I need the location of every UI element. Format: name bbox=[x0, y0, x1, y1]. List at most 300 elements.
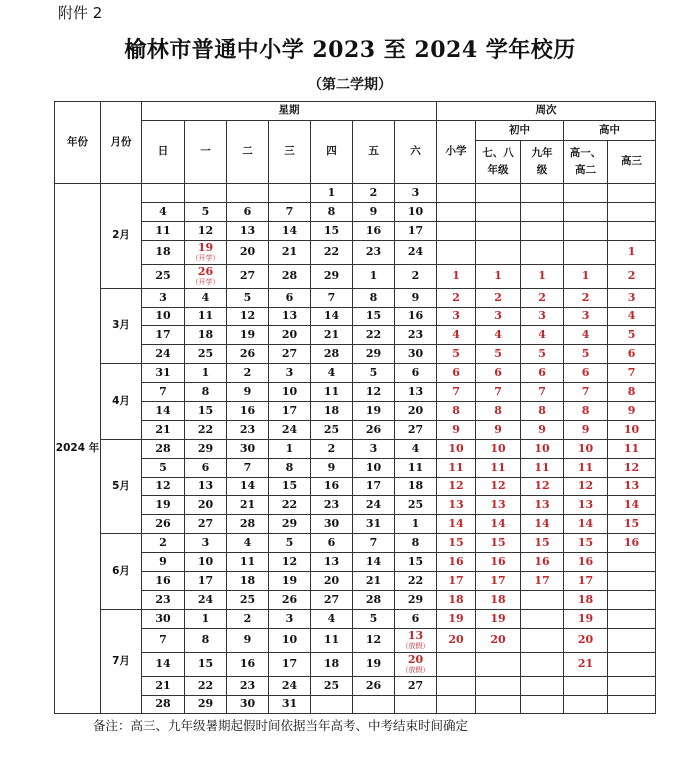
day-number: 13 bbox=[323, 555, 340, 569]
day-number: 6 bbox=[243, 204, 252, 218]
week-number-cell bbox=[608, 572, 656, 591]
day-cell bbox=[269, 264, 311, 288]
header-year: 年份 bbox=[55, 102, 101, 184]
header-weekday-fri: 五 bbox=[353, 121, 395, 184]
day-number: 3 bbox=[369, 441, 378, 455]
day-cell bbox=[353, 496, 395, 515]
day-cell bbox=[269, 420, 311, 439]
day-number: 23 bbox=[239, 422, 256, 436]
day-number: 24 bbox=[281, 422, 298, 436]
day-number: 8 bbox=[327, 204, 336, 218]
week-number-cell: 10 bbox=[521, 439, 564, 458]
week-number-cell bbox=[521, 184, 564, 203]
day-cell bbox=[311, 202, 353, 221]
day-number: 14 bbox=[239, 479, 256, 493]
week-number-cell: 10 bbox=[476, 439, 521, 458]
day-number: 6 bbox=[201, 460, 210, 474]
day-cell bbox=[395, 695, 437, 714]
day-number: 21 bbox=[239, 498, 256, 512]
week-number-cell bbox=[437, 184, 476, 203]
calendar-row bbox=[55, 477, 656, 496]
calendar-row bbox=[55, 572, 656, 591]
day-cell bbox=[395, 496, 437, 515]
day-number: 1 bbox=[327, 185, 336, 199]
day-number: 18 bbox=[407, 479, 424, 493]
day-cell bbox=[395, 652, 437, 676]
day-number: 2 bbox=[411, 269, 420, 283]
day-number: 19 bbox=[155, 498, 171, 512]
week-number-cell: 15 bbox=[608, 515, 656, 534]
week-number-cell bbox=[608, 590, 656, 609]
day-cell bbox=[142, 345, 185, 364]
week-number-cell: 4 bbox=[476, 326, 521, 345]
day-number: 25 bbox=[323, 678, 340, 692]
day-number: 12 bbox=[365, 633, 382, 647]
day-cell bbox=[185, 184, 227, 203]
day-cell bbox=[269, 515, 311, 534]
day-cell bbox=[311, 288, 353, 307]
day-cell bbox=[395, 439, 437, 458]
day-number: 4 bbox=[159, 204, 167, 218]
day-cell bbox=[185, 553, 227, 572]
week-number-cell: 17 bbox=[437, 572, 476, 591]
week-number-cell: 6 bbox=[437, 364, 476, 383]
day-cell bbox=[185, 264, 227, 288]
day-cell bbox=[227, 628, 269, 652]
header-weekday-sat: 六 bbox=[395, 121, 437, 184]
day-number: 24 bbox=[155, 347, 171, 361]
day-number: 5 bbox=[369, 611, 378, 625]
calendar-row bbox=[55, 264, 656, 288]
header-grade9: 九年级 bbox=[521, 141, 564, 184]
day-cell bbox=[142, 458, 185, 477]
day-number: 28 bbox=[155, 441, 171, 455]
calendar-row bbox=[55, 515, 656, 534]
week-number-cell: 8 bbox=[564, 402, 608, 421]
week-number-cell: 15 bbox=[437, 534, 476, 553]
day-number: 1 bbox=[369, 269, 378, 283]
day-cell bbox=[311, 326, 353, 345]
day-number: 30 bbox=[239, 441, 256, 455]
day-cell bbox=[311, 420, 353, 439]
week-number-cell bbox=[476, 652, 521, 676]
day-number: 5 bbox=[369, 366, 378, 380]
day-number: 23 bbox=[239, 678, 256, 692]
day-number: 11 bbox=[155, 223, 171, 237]
day-number: 10 bbox=[365, 460, 382, 474]
week-number-cell: 14 bbox=[437, 515, 476, 534]
month-cell: 7月 bbox=[101, 609, 142, 714]
week-number-cell: 4 bbox=[608, 307, 656, 326]
week-number-cell: 3 bbox=[476, 307, 521, 326]
day-cell bbox=[227, 221, 269, 240]
day-number: 12 bbox=[365, 385, 382, 399]
day-cell bbox=[227, 184, 269, 203]
week-number-cell bbox=[521, 652, 564, 676]
day-number: 13 bbox=[197, 479, 214, 493]
day-cell bbox=[227, 288, 269, 307]
day-cell bbox=[185, 345, 227, 364]
day-number: 24 bbox=[365, 498, 382, 512]
week-number-cell: 3 bbox=[608, 288, 656, 307]
week-number-cell: 2 bbox=[608, 264, 656, 288]
week-number-cell: 8 bbox=[476, 402, 521, 421]
day-number: 11 bbox=[239, 555, 256, 569]
day-cell bbox=[311, 402, 353, 421]
day-number: 9 bbox=[159, 555, 167, 569]
month-cell: 2月 bbox=[101, 184, 142, 289]
day-number: 9 bbox=[327, 460, 336, 474]
week-number-cell: 9 bbox=[437, 420, 476, 439]
week-number-cell bbox=[521, 221, 564, 240]
week-number-cell bbox=[564, 676, 608, 695]
day-cell bbox=[227, 307, 269, 326]
day-cell bbox=[269, 695, 311, 714]
day-cell bbox=[353, 264, 395, 288]
day-cell bbox=[142, 534, 185, 553]
week-number-cell bbox=[437, 676, 476, 695]
week-number-cell: 7 bbox=[521, 383, 564, 402]
day-cell bbox=[395, 326, 437, 345]
day-number: 5 bbox=[159, 460, 167, 474]
week-number-cell: 11 bbox=[476, 458, 521, 477]
week-number-cell bbox=[437, 652, 476, 676]
day-number: 16 bbox=[239, 657, 256, 671]
week-number-cell bbox=[608, 695, 656, 714]
day-cell bbox=[142, 364, 185, 383]
day-cell bbox=[395, 458, 437, 477]
week-number-cell: 19 bbox=[564, 609, 608, 628]
week-number-cell: 2 bbox=[521, 288, 564, 307]
week-number-cell bbox=[564, 221, 608, 240]
header-junior: 初中 bbox=[476, 121, 564, 141]
week-number-cell bbox=[608, 553, 656, 572]
day-cell bbox=[185, 695, 227, 714]
day-number: 26 bbox=[365, 422, 382, 436]
week-number-cell bbox=[564, 695, 608, 714]
day-cell bbox=[269, 221, 311, 240]
day-cell bbox=[269, 553, 311, 572]
day-number: 7 bbox=[369, 536, 378, 550]
week-number-cell: 12 bbox=[564, 477, 608, 496]
day-number: 4 bbox=[201, 290, 210, 304]
day-cell bbox=[185, 496, 227, 515]
day-cell bbox=[353, 307, 395, 326]
day-number: 8 bbox=[411, 536, 420, 550]
day-number: 25 bbox=[239, 592, 256, 606]
week-number-cell bbox=[476, 221, 521, 240]
week-number-cell: 6 bbox=[564, 364, 608, 383]
day-cell bbox=[353, 534, 395, 553]
day-cell bbox=[269, 590, 311, 609]
day-cell bbox=[311, 264, 353, 288]
day-number: 11 bbox=[323, 385, 340, 399]
week-number-cell: 20 bbox=[564, 628, 608, 652]
day-cell bbox=[142, 420, 185, 439]
day-number: 23 bbox=[365, 245, 382, 259]
day-number: 27 bbox=[197, 517, 214, 531]
day-number: 3 bbox=[411, 185, 420, 199]
day-cell bbox=[142, 496, 185, 515]
day-cell bbox=[311, 184, 353, 203]
week-number-cell: 16 bbox=[564, 553, 608, 572]
day-number: 10 bbox=[197, 555, 214, 569]
day-cell bbox=[185, 609, 227, 628]
day-cell bbox=[311, 240, 353, 264]
week-number-cell: 19 bbox=[476, 609, 521, 628]
week-number-cell: 17 bbox=[476, 572, 521, 591]
day-cell bbox=[185, 307, 227, 326]
day-number: 17 bbox=[281, 657, 298, 671]
day-cell bbox=[227, 496, 269, 515]
day-number: 15 bbox=[365, 309, 382, 323]
day-cell bbox=[185, 240, 227, 264]
week-number-cell: 2 bbox=[437, 288, 476, 307]
day-number: 3 bbox=[285, 611, 294, 625]
calendar-row bbox=[55, 534, 656, 553]
day-cell bbox=[269, 383, 311, 402]
page-title: 榆林市普通中小学 2023 至 2024 学年校历 bbox=[124, 37, 576, 63]
day-cell bbox=[142, 402, 185, 421]
day-number: 21 bbox=[281, 245, 298, 259]
day-cell bbox=[395, 553, 437, 572]
day-number: 14 bbox=[365, 555, 382, 569]
day-cell bbox=[311, 676, 353, 695]
day-cell bbox=[227, 458, 269, 477]
day-number: 24 bbox=[281, 678, 298, 692]
calendar-row bbox=[55, 695, 656, 714]
day-cell bbox=[311, 221, 353, 240]
day-cell bbox=[142, 695, 185, 714]
day-number: 18 bbox=[239, 573, 256, 587]
week-number-cell bbox=[521, 609, 564, 628]
week-number-cell: 14 bbox=[476, 515, 521, 534]
day-number: 19 bbox=[365, 657, 382, 671]
day-cell bbox=[227, 590, 269, 609]
day-cell bbox=[185, 515, 227, 534]
day-cell bbox=[395, 515, 437, 534]
header-weekday-sun: 日 bbox=[142, 121, 185, 184]
day-cell bbox=[353, 477, 395, 496]
day-cell bbox=[142, 553, 185, 572]
week-number-cell: 7 bbox=[564, 383, 608, 402]
day-cell bbox=[227, 383, 269, 402]
day-cell bbox=[185, 221, 227, 240]
day-cell bbox=[185, 288, 227, 307]
day-cell bbox=[395, 590, 437, 609]
month-cell: 3月 bbox=[101, 288, 142, 364]
day-cell bbox=[269, 676, 311, 695]
day-cell bbox=[269, 326, 311, 345]
day-number: 16 bbox=[239, 403, 256, 417]
week-number-cell: 15 bbox=[476, 534, 521, 553]
header-grade78: 七、八年级 bbox=[476, 141, 521, 184]
week-number-cell: 5 bbox=[437, 345, 476, 364]
day-number: 10 bbox=[281, 633, 298, 647]
day-cell bbox=[395, 383, 437, 402]
week-number-cell: 9 bbox=[476, 420, 521, 439]
calendar-row bbox=[55, 439, 656, 458]
header-month: 月份 bbox=[101, 102, 142, 184]
week-number-cell bbox=[608, 202, 656, 221]
week-number-cell: 4 bbox=[564, 326, 608, 345]
day-cell bbox=[185, 628, 227, 652]
calendar-row bbox=[55, 221, 656, 240]
week-number-cell: 15 bbox=[564, 534, 608, 553]
calendar-body bbox=[55, 184, 656, 714]
day-number: 8 bbox=[201, 633, 210, 647]
day-cell bbox=[353, 221, 395, 240]
day-cell bbox=[185, 477, 227, 496]
day-cell bbox=[185, 572, 227, 591]
day-cell bbox=[395, 240, 437, 264]
day-number: 26 bbox=[197, 265, 214, 279]
day-number: 4 bbox=[327, 366, 336, 380]
day-cell bbox=[311, 553, 353, 572]
week-number-cell: 13 bbox=[608, 477, 656, 496]
day-number: 16 bbox=[155, 573, 171, 587]
day-cell bbox=[142, 184, 185, 203]
week-number-cell: 9 bbox=[608, 402, 656, 421]
day-cell bbox=[269, 439, 311, 458]
day-cell bbox=[227, 202, 269, 221]
day-number: 13 bbox=[407, 385, 424, 399]
day-number: 14 bbox=[155, 657, 171, 671]
week-number-cell bbox=[476, 202, 521, 221]
day-number: 3 bbox=[285, 366, 294, 380]
day-cell bbox=[353, 553, 395, 572]
week-number-cell: 21 bbox=[564, 652, 608, 676]
calendar-row bbox=[55, 609, 656, 628]
day-number: 26 bbox=[365, 678, 382, 692]
week-number-cell: 7 bbox=[476, 383, 521, 402]
day-number: 31 bbox=[281, 697, 298, 711]
day-number: 18 bbox=[155, 245, 171, 259]
day-cell bbox=[353, 695, 395, 714]
day-number: 20 bbox=[197, 498, 214, 512]
day-cell bbox=[311, 695, 353, 714]
week-number-cell bbox=[608, 676, 656, 695]
day-number: 28 bbox=[239, 517, 256, 531]
day-cell bbox=[227, 420, 269, 439]
day-number: 13 bbox=[239, 223, 256, 237]
calendar-row bbox=[55, 628, 656, 652]
week-number-cell bbox=[476, 184, 521, 203]
week-number-cell: 14 bbox=[608, 496, 656, 515]
day-cell bbox=[227, 345, 269, 364]
day-cell bbox=[311, 439, 353, 458]
day-number: 25 bbox=[155, 269, 171, 283]
day-cell bbox=[227, 477, 269, 496]
day-number: 19 bbox=[239, 328, 256, 342]
day-number: 21 bbox=[155, 678, 171, 692]
day-number: 21 bbox=[323, 328, 340, 342]
day-cell bbox=[395, 609, 437, 628]
day-cell bbox=[395, 264, 437, 288]
day-cell bbox=[311, 590, 353, 609]
day-cell bbox=[227, 609, 269, 628]
day-number: 30 bbox=[239, 697, 256, 711]
day-number: 9 bbox=[369, 204, 378, 218]
day-number: 6 bbox=[411, 366, 420, 380]
day-cell bbox=[142, 439, 185, 458]
day-number: 4 bbox=[411, 441, 420, 455]
header-weekday-thu: 四 bbox=[311, 121, 353, 184]
day-number: 20 bbox=[323, 573, 340, 587]
week-number-cell: 16 bbox=[437, 553, 476, 572]
week-number-cell: 15 bbox=[521, 534, 564, 553]
day-cell bbox=[185, 420, 227, 439]
day-number: 11 bbox=[323, 633, 340, 647]
day-cell bbox=[311, 609, 353, 628]
day-cell bbox=[227, 364, 269, 383]
day-number: 13 bbox=[407, 629, 424, 643]
week-number-cell: 5 bbox=[476, 345, 521, 364]
day-number: 24 bbox=[407, 245, 424, 259]
day-cell bbox=[142, 383, 185, 402]
day-cell bbox=[269, 345, 311, 364]
attachment-label: 附件 2 bbox=[58, 4, 103, 22]
day-number: 8 bbox=[369, 290, 378, 304]
week-number-cell: 20 bbox=[437, 628, 476, 652]
day-cell bbox=[395, 364, 437, 383]
day-number: 20 bbox=[281, 328, 298, 342]
day-cell bbox=[395, 676, 437, 695]
week-number-cell: 6 bbox=[608, 345, 656, 364]
day-cell bbox=[142, 609, 185, 628]
week-number-cell: 13 bbox=[564, 496, 608, 515]
day-number: 9 bbox=[411, 290, 420, 304]
month-cell: 5月 bbox=[101, 439, 142, 533]
day-cell bbox=[311, 458, 353, 477]
day-cell bbox=[185, 652, 227, 676]
week-number-cell bbox=[521, 240, 564, 264]
day-number: 15 bbox=[281, 479, 298, 493]
calendar-row bbox=[55, 652, 656, 676]
day-number: 26 bbox=[155, 517, 171, 531]
day-cell bbox=[185, 402, 227, 421]
school-start-tag: （开学） bbox=[191, 278, 220, 287]
week-number-cell: 10 bbox=[564, 439, 608, 458]
day-cell bbox=[353, 572, 395, 591]
day-number: 7 bbox=[327, 290, 336, 304]
day-cell bbox=[269, 307, 311, 326]
week-number-cell: 7 bbox=[608, 364, 656, 383]
week-number-cell bbox=[521, 590, 564, 609]
day-number: 25 bbox=[407, 498, 424, 512]
week-number-cell: 12 bbox=[437, 477, 476, 496]
day-number: 7 bbox=[159, 385, 167, 399]
day-cell bbox=[269, 458, 311, 477]
day-cell bbox=[142, 202, 185, 221]
week-number-cell bbox=[608, 184, 656, 203]
day-cell bbox=[311, 534, 353, 553]
day-number: 22 bbox=[197, 678, 214, 692]
week-number-cell bbox=[437, 695, 476, 714]
day-number: 29 bbox=[197, 697, 214, 711]
calendar-row bbox=[55, 364, 656, 383]
calendar-row bbox=[55, 402, 656, 421]
week-number-cell bbox=[608, 221, 656, 240]
day-number: 1 bbox=[411, 517, 420, 531]
day-number: 20 bbox=[407, 403, 424, 417]
day-cell bbox=[185, 534, 227, 553]
day-cell bbox=[185, 202, 227, 221]
day-number: 12 bbox=[281, 555, 298, 569]
day-number: 20 bbox=[239, 245, 256, 259]
day-cell bbox=[395, 221, 437, 240]
day-number: 14 bbox=[155, 403, 171, 417]
